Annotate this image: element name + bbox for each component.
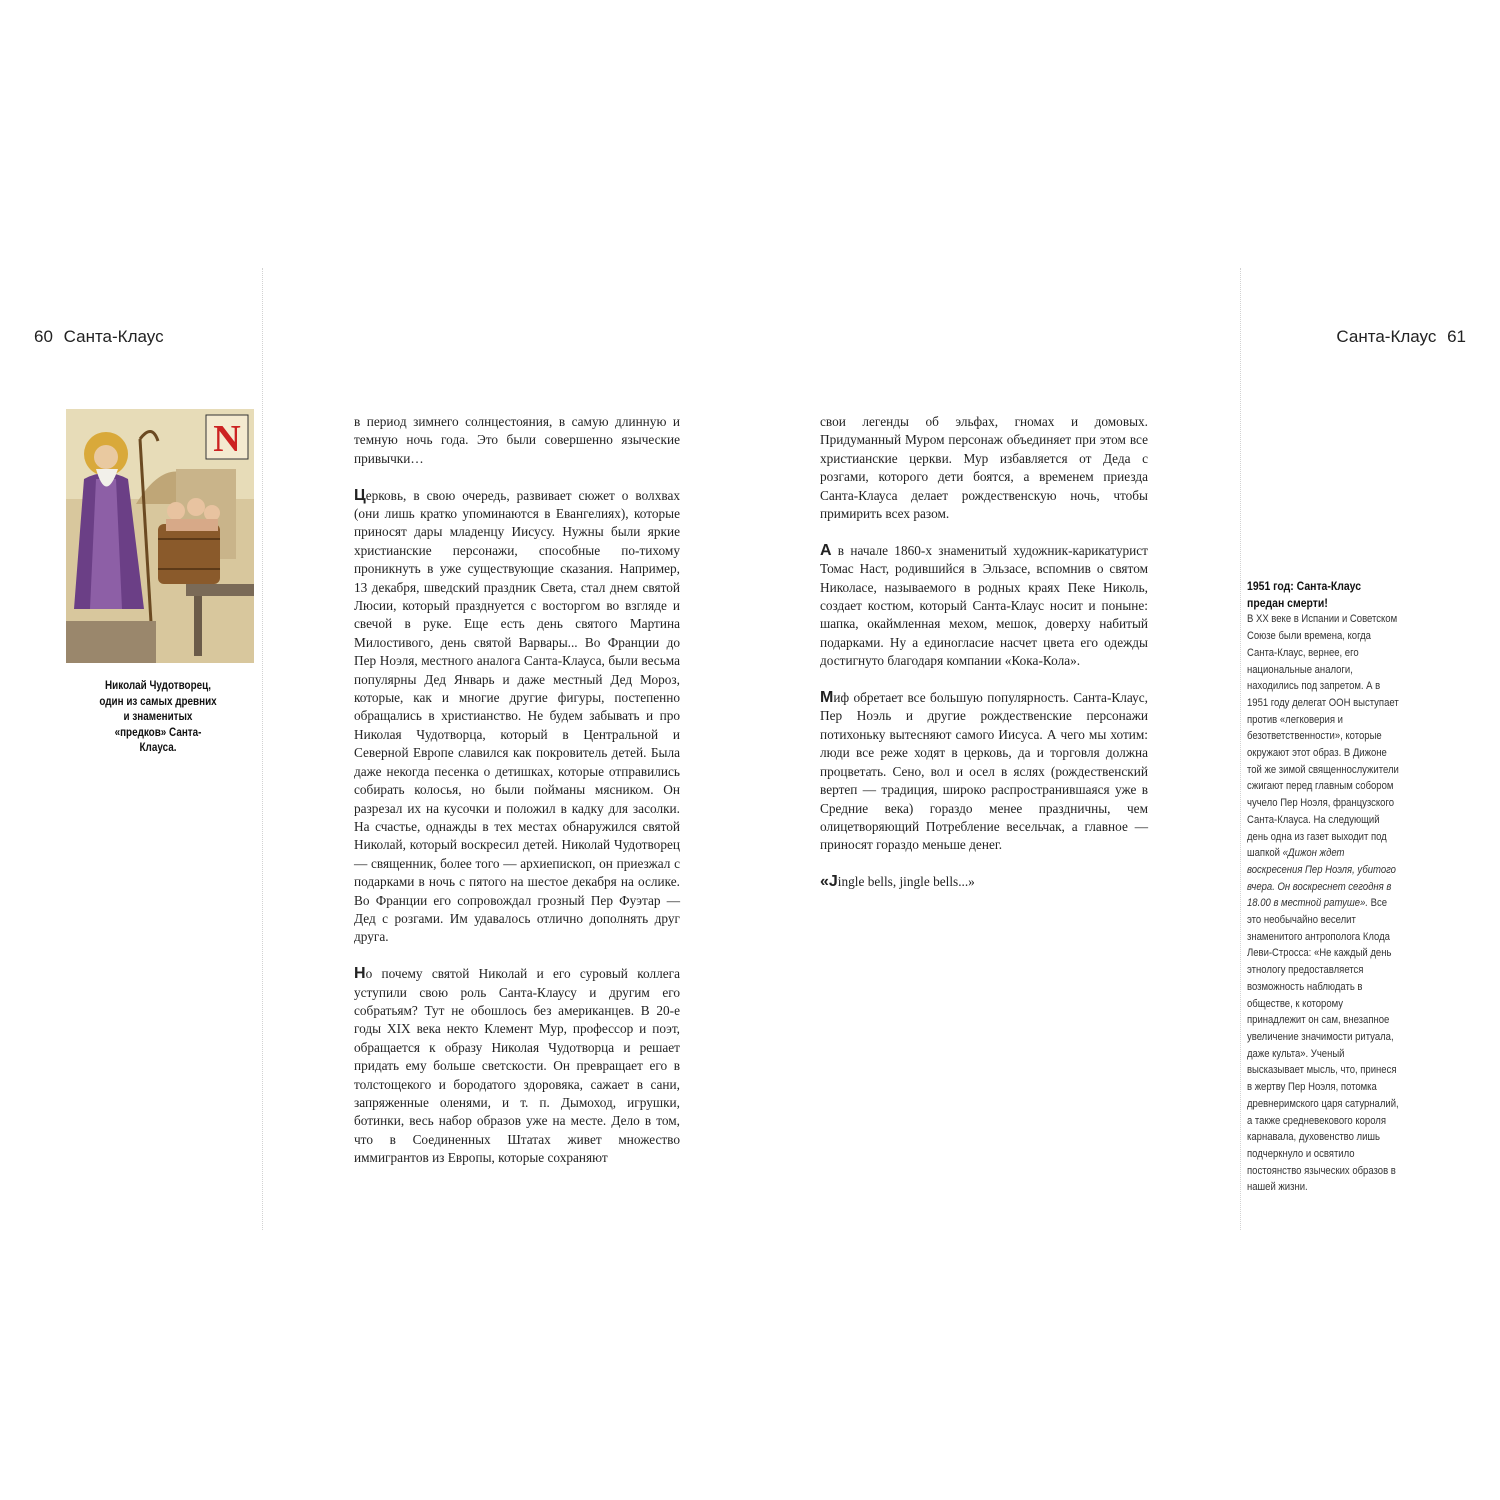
left-page-number: 60 [34, 327, 53, 346]
gutter-rule-left [262, 268, 263, 1230]
illustration-caption: Николай Чудотворец, один из самых древних и знаменитых «предков» Санта-Клауса. [99, 680, 217, 754]
closing-quote: «Jingle bells, jingle bells...» [820, 873, 975, 891]
paragraph: свои легенды об эльфах, гномах и домовых. Придуманный Муром персонаж объединяет при этом все христианские церкви. Мур избавляется от Деда с розгами, которого дети боятся, а временем приезда Санта-Клауса делает рождественскую ночь, чтобы примирить всех разом. [820, 414, 1148, 522]
drop-cap: Ц [354, 486, 366, 504]
right-page-number: 61 [1447, 327, 1466, 346]
sidebar-box [1247, 578, 1400, 1196]
sidebar-title: 1951 год: Санта-Клаус предан смерти! [1247, 579, 1362, 610]
right-running-title: Санта-Клаус [1336, 327, 1437, 346]
nicholas-illustration-icon [66, 409, 254, 663]
sidebar-headline: «Дижон ждет воскресения Пер Ноэля, убитого вчера. Он воскреснет сегодня в 18.00 в местной ратуше». [1247, 847, 1396, 910]
paragraph: Миф обретает все большую популярность. Санта-Клаус, Пер Ноэль и другие рождественские персонажи потихоньку вытесняют самого Иисуса. А чего мы хотим: люди все реже ходят в церковь, да и торговля должна процветать. Сено, вол и осел в яслях (рождественский вертеп — традиция, широко распространившаяся уже в Средние века) гораздо менее праздничны, чем олицетворяющий Потребление весельчак, а главное — приносят гораздо меньше денег. [820, 689, 1148, 853]
right-page-header [1336, 327, 1472, 347]
drop-cap: М [820, 689, 834, 707]
gutter-rule-right [1240, 268, 1241, 1230]
left-page-header [28, 327, 164, 347]
sidebar-text: В XX веке в Испании и Советском Союзе были времена, когда Санта-Клаус, вернее, его национальные аналоги, находились под запретом. А в 1951 году делегат ООН выступает против «легковерия и безответственности», которые окружают этот образ. В Дижоне той же зимой священнослужители сжигают перед главным собором чучело Пер Ноэля, французского Санта-Клауса. На следующий день одна из газет выходит под шапкой «Дижон ждет воскресения Пер Ноэля, убитого вчера. Он воскреснет сегодня в 18.00 в местной ратуше». Все это необычайно веселит знаменитого антрополога Клода Леви-Стросса: «Не каждый день этнологу предоставляется возможность наблюдать в обществе, к которому принадлежит он сам, внезапное увеличение значимости ритуала, даже культа». Ученый высказывает мысль, что, принеся в жертву Пер Ноэля, потомка древнеримского царя сатурналий, а также средневекового короля карнавала, духовенство лишь подчеркнуло и освятило постоянство языческих образов в нашей жизни. [1247, 613, 1399, 1194]
left-running-title: Санта-Клаус [63, 327, 164, 346]
paragraph: в период зимнего солнцестояния, в самую длинную и темную ночь года. Это были совершенно языческие привычки… [354, 414, 680, 466]
right-text-column [820, 413, 1148, 910]
drop-cap: А [820, 541, 832, 559]
drop-cap: Н [354, 965, 366, 983]
paragraph: Но почему святой Николай и его суровый коллега уступили свою роль Санта-Клаусу и другим его собратьям? Тут не обошлось без американцев. В 20-е годы XIX века некто Клемент Мур, профессор и поэт, обращается к образу Николая Чудотворца и решает придать ему больше светскости. Он превращает его в толстощекого и бородатого здоровяка, сажает в сани, запряженные оленями, и т. п. Дымоход, игрушки, ботинки, весь набор образов уже на месте. Дело в том, что в Соединенных Штатах живет множество иммигрантов из Европы, которые сохраняют [354, 965, 680, 1166]
illustration-letter: N [213, 418, 241, 460]
paragraph: Церковь, в свою очередь, развивает сюжет о волхвах (они лишь кратко упоминаются в Евангелиях), которые приносят дары младенцу Иисусу. Нужны были яркие христианские персонажи, способные по-тихому проникнуть в уже существующие сказания. Например, 13 декабря, шведский праздник Света, стал днем святой Люсии, который празднуется с восторгом во взгляде и свечой в руке. Еще есть день святого Мартина Милостивого, день святой Варвары... Во Франции до Пер Ноэля, местного аналога Санта-Клауса, были весьма популярны Дед Январь и даже местный Дед Мороз, которые, как и многие другие фигуры, постепенно обращались в христианство. Не будем забывать и про Николая Чудотворца, который в Центральной и Северной Европе славился как покровитель детей. Была даже некогда песенка о детишках, которые отправились собирать колосья, но были пойманы мясником. Он разрезал их на кусочки и положил в кадку для засолки. На счастье, однажды в тех местах обнаружился святой Николай, который воскресил детей. Николай Чудотворец — священник, более того — архиепископ, он приезжал с подарками в ночь с пятого на шестое декабря на ослике. Во Франции его сопровождал грозный Пер Фуэтар — Дед с розгами. Им удавалось отлично дополнять друг друга. [354, 486, 680, 945]
paragraph: А в начале 1860-х знаменитый художник-карикатурист Томас Наст, родившийся в Эльзасе, вспомнив о святом Николасе, называемого в родных краях Пеке Николь, создает костюм, который Санта-Клаус носит и поныне: шапка, окаймленная мехом, мешок, доверху набитый подарками. Ну а единогласие насчет цвета его одежды достигнуто благодаря компании «Кока-Кола». [820, 541, 1148, 669]
left-text-column [354, 413, 680, 1186]
